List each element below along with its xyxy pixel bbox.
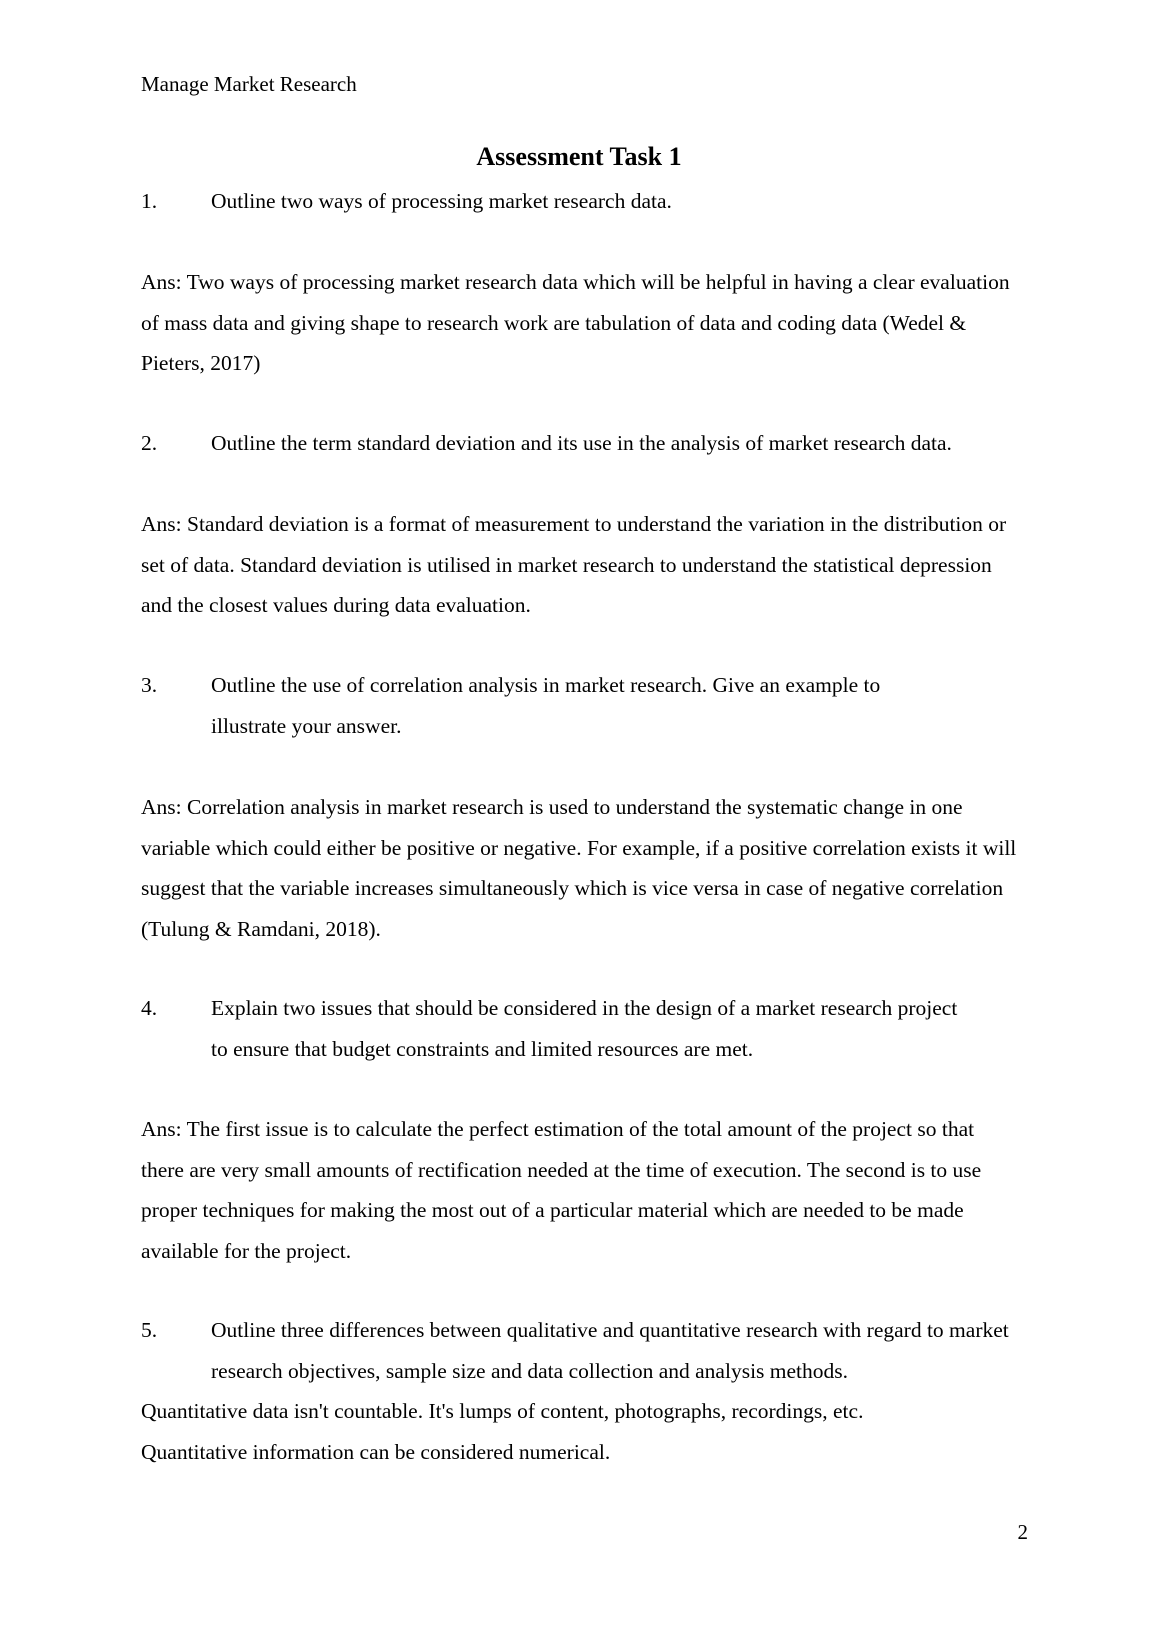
question-1 — [141, 181, 1021, 222]
question-3 — [141, 665, 1021, 746]
answer-block-3 — [141, 787, 1021, 949]
question-text: Explain two issues that should be considered in the design of a market research project to ensure that budget constraints and limited resources are met. — [211, 996, 958, 1061]
answer-line: Quantitative information can be considered numerical. — [141, 1439, 611, 1464]
answer-text: Ans: Correlation analysis in market research is used to understand the systematic change in one variable which could either be positive or negative. For example, if a positive correlation exists it will suggest that the variable increases simultaneously which is vice versa in case of negative correlation (Tulung & Ramdani, 2018). — [141, 795, 1017, 941]
question-5 — [141, 1310, 1021, 1391]
question-block-4 — [141, 988, 1021, 1069]
question-number: 1. — [141, 189, 158, 213]
page-header: Manage Market Research — [141, 72, 357, 96]
answer-line: Quantitative data isn't countable. It's lumps of content, photographs, recordings, etc. — [141, 1399, 864, 1423]
page-number: 2 — [1017, 1520, 1028, 1544]
answer-block-4 — [141, 1109, 1021, 1271]
page-title: Assessment Task 1 — [476, 142, 682, 171]
question-block-5 — [141, 1310, 1021, 1472]
question-text: Outline three differences between qualitative and quantitative research with regard to market research objectives, sample size and data collection and analysis methods. — [211, 1318, 1009, 1383]
question-2 — [141, 423, 1021, 464]
answer-text: Ans: The first issue is to calculate the perfect estimation of the total amount of the project so that there are very small amounts of rectification needed at the time of execution. The second is to use proper techniques for making the most out of a particular material which are needed to be made available for the project. — [141, 1117, 982, 1263]
question-4 — [141, 988, 1021, 1069]
question-number: 4. — [141, 996, 158, 1020]
question-text: Outline the term standard deviation and its use in the analysis of market research data. — [211, 431, 952, 455]
question-text: Outline the use of correlation analysis in market research. Give an example to illustrate your answer. — [211, 673, 881, 738]
question-number: 5. — [141, 1318, 158, 1342]
question-block-2 — [141, 423, 1021, 464]
question-block-1 — [141, 181, 1021, 222]
answer-text: Ans: Standard deviation is a format of measurement to understand the variation in the distribution or set of data. Standard deviation is utilised in market research to understand the statistical depression and the closest values during data evaluation. — [141, 512, 1007, 617]
question-number: 3. — [141, 673, 158, 697]
question-text: Outline two ways of processing market research data. — [211, 189, 672, 213]
answer-text: Ans: Two ways of processing market research data which will be helpful in having a clear evaluation of mass data and giving shape to research work are tabulation of data and coding data (Wedel & Pieters, 2017) — [141, 270, 1010, 375]
question-block-3 — [141, 665, 1021, 746]
answer-block-1 — [141, 262, 1021, 384]
question-number: 2. — [141, 431, 158, 455]
answer-block-2 — [141, 504, 1021, 626]
